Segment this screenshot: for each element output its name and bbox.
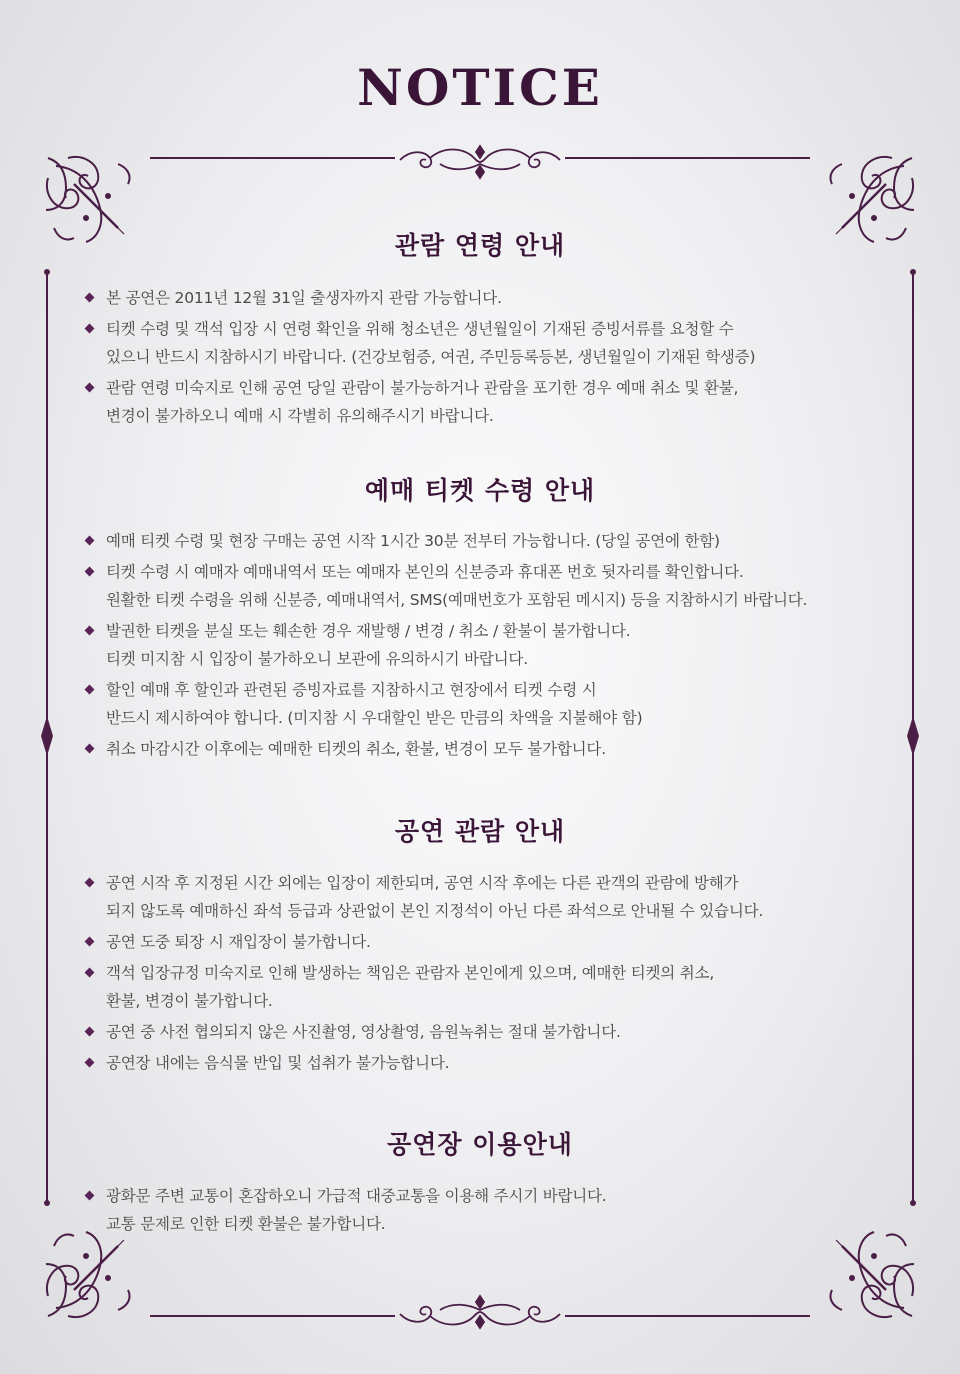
- section-viewing-guide: [0, 812, 960, 1072]
- list-item: 할인 예매 후 할인과 관련된 증빙자료를 지참하시고 현장에서 티켓 수령 시 반드시 제시하여야 합니다. (미지참 시 우대할인 받은 만큼의 차액을 지불해야 함): [86, 676, 886, 732]
- diamond-bullet-icon: [85, 1058, 95, 1068]
- notice-list: [86, 869, 886, 1080]
- diamond-bullet-icon: [85, 937, 95, 947]
- diamond-bullet-icon: [85, 744, 95, 754]
- diamond-bullet-icon: [85, 383, 95, 393]
- diamond-bullet-icon: [85, 324, 95, 334]
- diamond-bullet-icon: [85, 878, 95, 888]
- list-item: 객석 입장규정 미숙지로 인해 발생하는 책임은 관람자 본인에게 있으며, 예매한 티켓의 취소, 환불, 변경이 불가합니다.: [86, 959, 886, 1015]
- section-heading: 공연 관람 안내: [394, 817, 566, 846]
- diamond-bullet-icon: [85, 626, 95, 636]
- list-item: 티켓 수령 시 예매자 예매내역서 또는 예매자 본인의 신분증과 휴대폰 번호 뒷자리를 확인합니다. 원활한 티켓 수령을 위해 신분증, 예매내역서, SMS(예매번호가 포함된 메시지) 등을 지참하시기 바랍니다.: [86, 558, 886, 614]
- diamond-bullet-icon: [85, 1191, 95, 1201]
- diamond-bullet-icon: [85, 968, 95, 978]
- notice-list: [86, 284, 886, 433]
- section-venue-guide: [0, 1125, 960, 1233]
- list-item: 공연 중 사전 협의되지 않은 사진촬영, 영상촬영, 음원녹취는 절대 불가합니다.: [86, 1018, 886, 1046]
- list-item: 티켓 수령 및 객석 입장 시 연령 확인을 위해 청소년은 생년월일이 기재된 증빙서류를 요청할 수 있으니 반드시 지참하시기 바랍니다. (건강보험증, 여권, 주민등록등본, 생년월일이 기재된 학생증): [86, 315, 886, 371]
- section-heading: 공연장 이용안내: [387, 1130, 573, 1159]
- diamond-bullet-icon: [85, 536, 95, 546]
- section-ticket-pickup: [0, 471, 960, 758]
- list-item: 취소 마감시간 이후에는 예매한 티켓의 취소, 환불, 변경이 모두 불가합니다.: [86, 735, 886, 763]
- notice-list: [86, 527, 886, 766]
- list-item: 공연장 내에는 음식물 반입 및 섭취가 불가능합니다.: [86, 1049, 886, 1077]
- diamond-bullet-icon: [85, 1027, 95, 1037]
- list-item: 예매 티켓 수령 및 현장 구매는 공연 시작 1시간 30분 전부터 가능합니다. (당일 공연에 한함): [86, 527, 886, 555]
- list-item: 공연 도중 퇴장 시 재입장이 불가합니다.: [86, 928, 886, 956]
- notice-list: [86, 1182, 886, 1241]
- diamond-bullet-icon: [85, 293, 95, 303]
- diamond-bullet-icon: [85, 685, 95, 695]
- list-item: 본 공연은 2011년 12월 31일 출생자까지 관람 가능합니다.: [86, 284, 886, 312]
- list-item: 공연 시작 후 지정된 시간 외에는 입장이 제한되며, 공연 시작 후에는 다른 관객의 관람에 방해가 되지 않도록 예매하신 좌석 등급과 상관없이 본인 지정석이 아닌 다른 좌석으로 안내될 수 있습니다.: [86, 869, 886, 925]
- section-heading: 예매 티켓 수령 안내: [364, 476, 596, 505]
- list-item: 광화문 주변 교통이 혼잡하오니 가급적 대중교통을 이용해 주시기 바랍니다. 교통 문제로 인한 티켓 환불은 불가합니다.: [86, 1182, 886, 1238]
- list-item: 관람 연령 미숙지로 인해 공연 당일 관람이 불가능하거나 관람을 포기한 경우 예매 취소 및 환불, 변경이 불가하오니 예매 시 각별히 유의해주시기 바랍니다.: [86, 374, 886, 430]
- section-age-guide: [0, 226, 960, 425]
- list-item: 발권한 티켓을 분실 또는 훼손한 경우 재발행 / 변경 / 취소 / 환불이 불가합니다. 티켓 미지참 시 입장이 불가하오니 보관에 유의하시기 바랍니다.: [86, 617, 886, 673]
- page-title: NOTICE: [357, 58, 603, 117]
- diamond-bullet-icon: [85, 567, 95, 577]
- section-heading: 관람 연령 안내: [394, 231, 566, 260]
